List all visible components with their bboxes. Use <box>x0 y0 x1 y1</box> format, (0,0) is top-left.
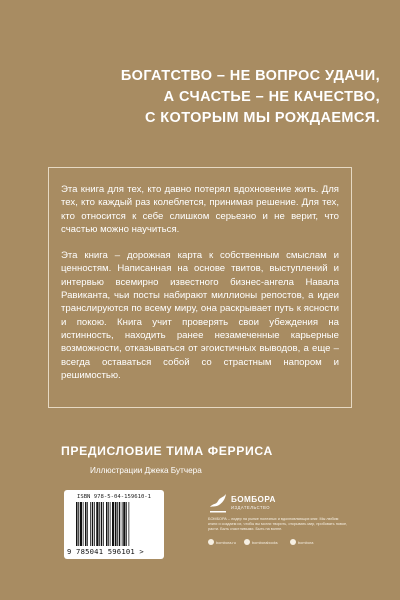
headline-line-2: А СЧАСТЬЕ – НЕ КАЧЕСТВО, <box>163 89 380 105</box>
social-link-instagram[interactable] <box>290 539 313 545</box>
social-label: bombora <box>298 539 314 545</box>
publisher-blurb: БОМБОРА – лидер на рынке полезных и вдохновляющих книг. Мы любим книги и создаем их, чтобы вы могли творить, открывать мир, пробовать новое, расти. Быть счастливыми. Быть на волне. <box>208 517 348 531</box>
social-link-vk[interactable] <box>244 539 278 545</box>
description-paragraph-2: Эта книга – дорожная карта к собственным смыслам и ценностям. Написанная на основе твитов, выступлений и интервью всемирно известного бизнес-ангела Навала Равиканта, чьи посты набирают миллионы репостов, а идеи транслируются по всему миру, она раскрывает путь к ясности и покою. Книга учит проверять свои убеждения на истинность, находить ранее незамеченные карьерные возможности, отказываться от эгоистичных выводов, а еще – всегда оставаться собой со страстным напором и решимостью. <box>61 250 339 381</box>
social-label: bombora.ru <box>216 539 236 545</box>
description-frame <box>48 167 352 408</box>
vk-icon <box>244 539 250 545</box>
bombora-logo-icon <box>208 491 228 513</box>
headline-line-3: С КОТОРЫМ МЫ РОЖДАЕМСЯ. <box>144 110 380 126</box>
instagram-icon <box>290 539 296 545</box>
preface-credit: ПРЕДИСЛОВИЕ ТИМА ФЕРРИСА <box>61 444 273 458</box>
publisher-subtitle: ИЗДАТЕЛЬСТВО <box>231 505 270 510</box>
headline-line-1: БОГАТСТВО – НЕ ВОПРОС УДАЧИ, <box>120 68 380 84</box>
social-link-site[interactable] <box>208 539 236 545</box>
barcode-card <box>64 490 164 559</box>
description-paragraph-1: Эта книга для тех, кто давно потерял вдохновение жить. Для тех, кто каждый раз колеблется, принимая решение. Для тех, кто относится к себе слишком серьезно и не верит, что счастью можно научиться. <box>61 184 339 235</box>
headline <box>20 66 380 129</box>
social-label: bomborabooks <box>252 539 278 545</box>
isbn-number: ISBN 978-5-04-159610-1 <box>76 494 152 500</box>
publisher-name: БОМБОРА <box>231 495 276 504</box>
barcode-bars <box>76 502 152 546</box>
barcode-digits: 9 785041 596101 > <box>67 547 144 556</box>
publisher-socials <box>208 539 358 553</box>
globe-icon <box>208 539 214 545</box>
illustrations-credit: Иллюстрации Джека Бутчера <box>90 466 202 475</box>
